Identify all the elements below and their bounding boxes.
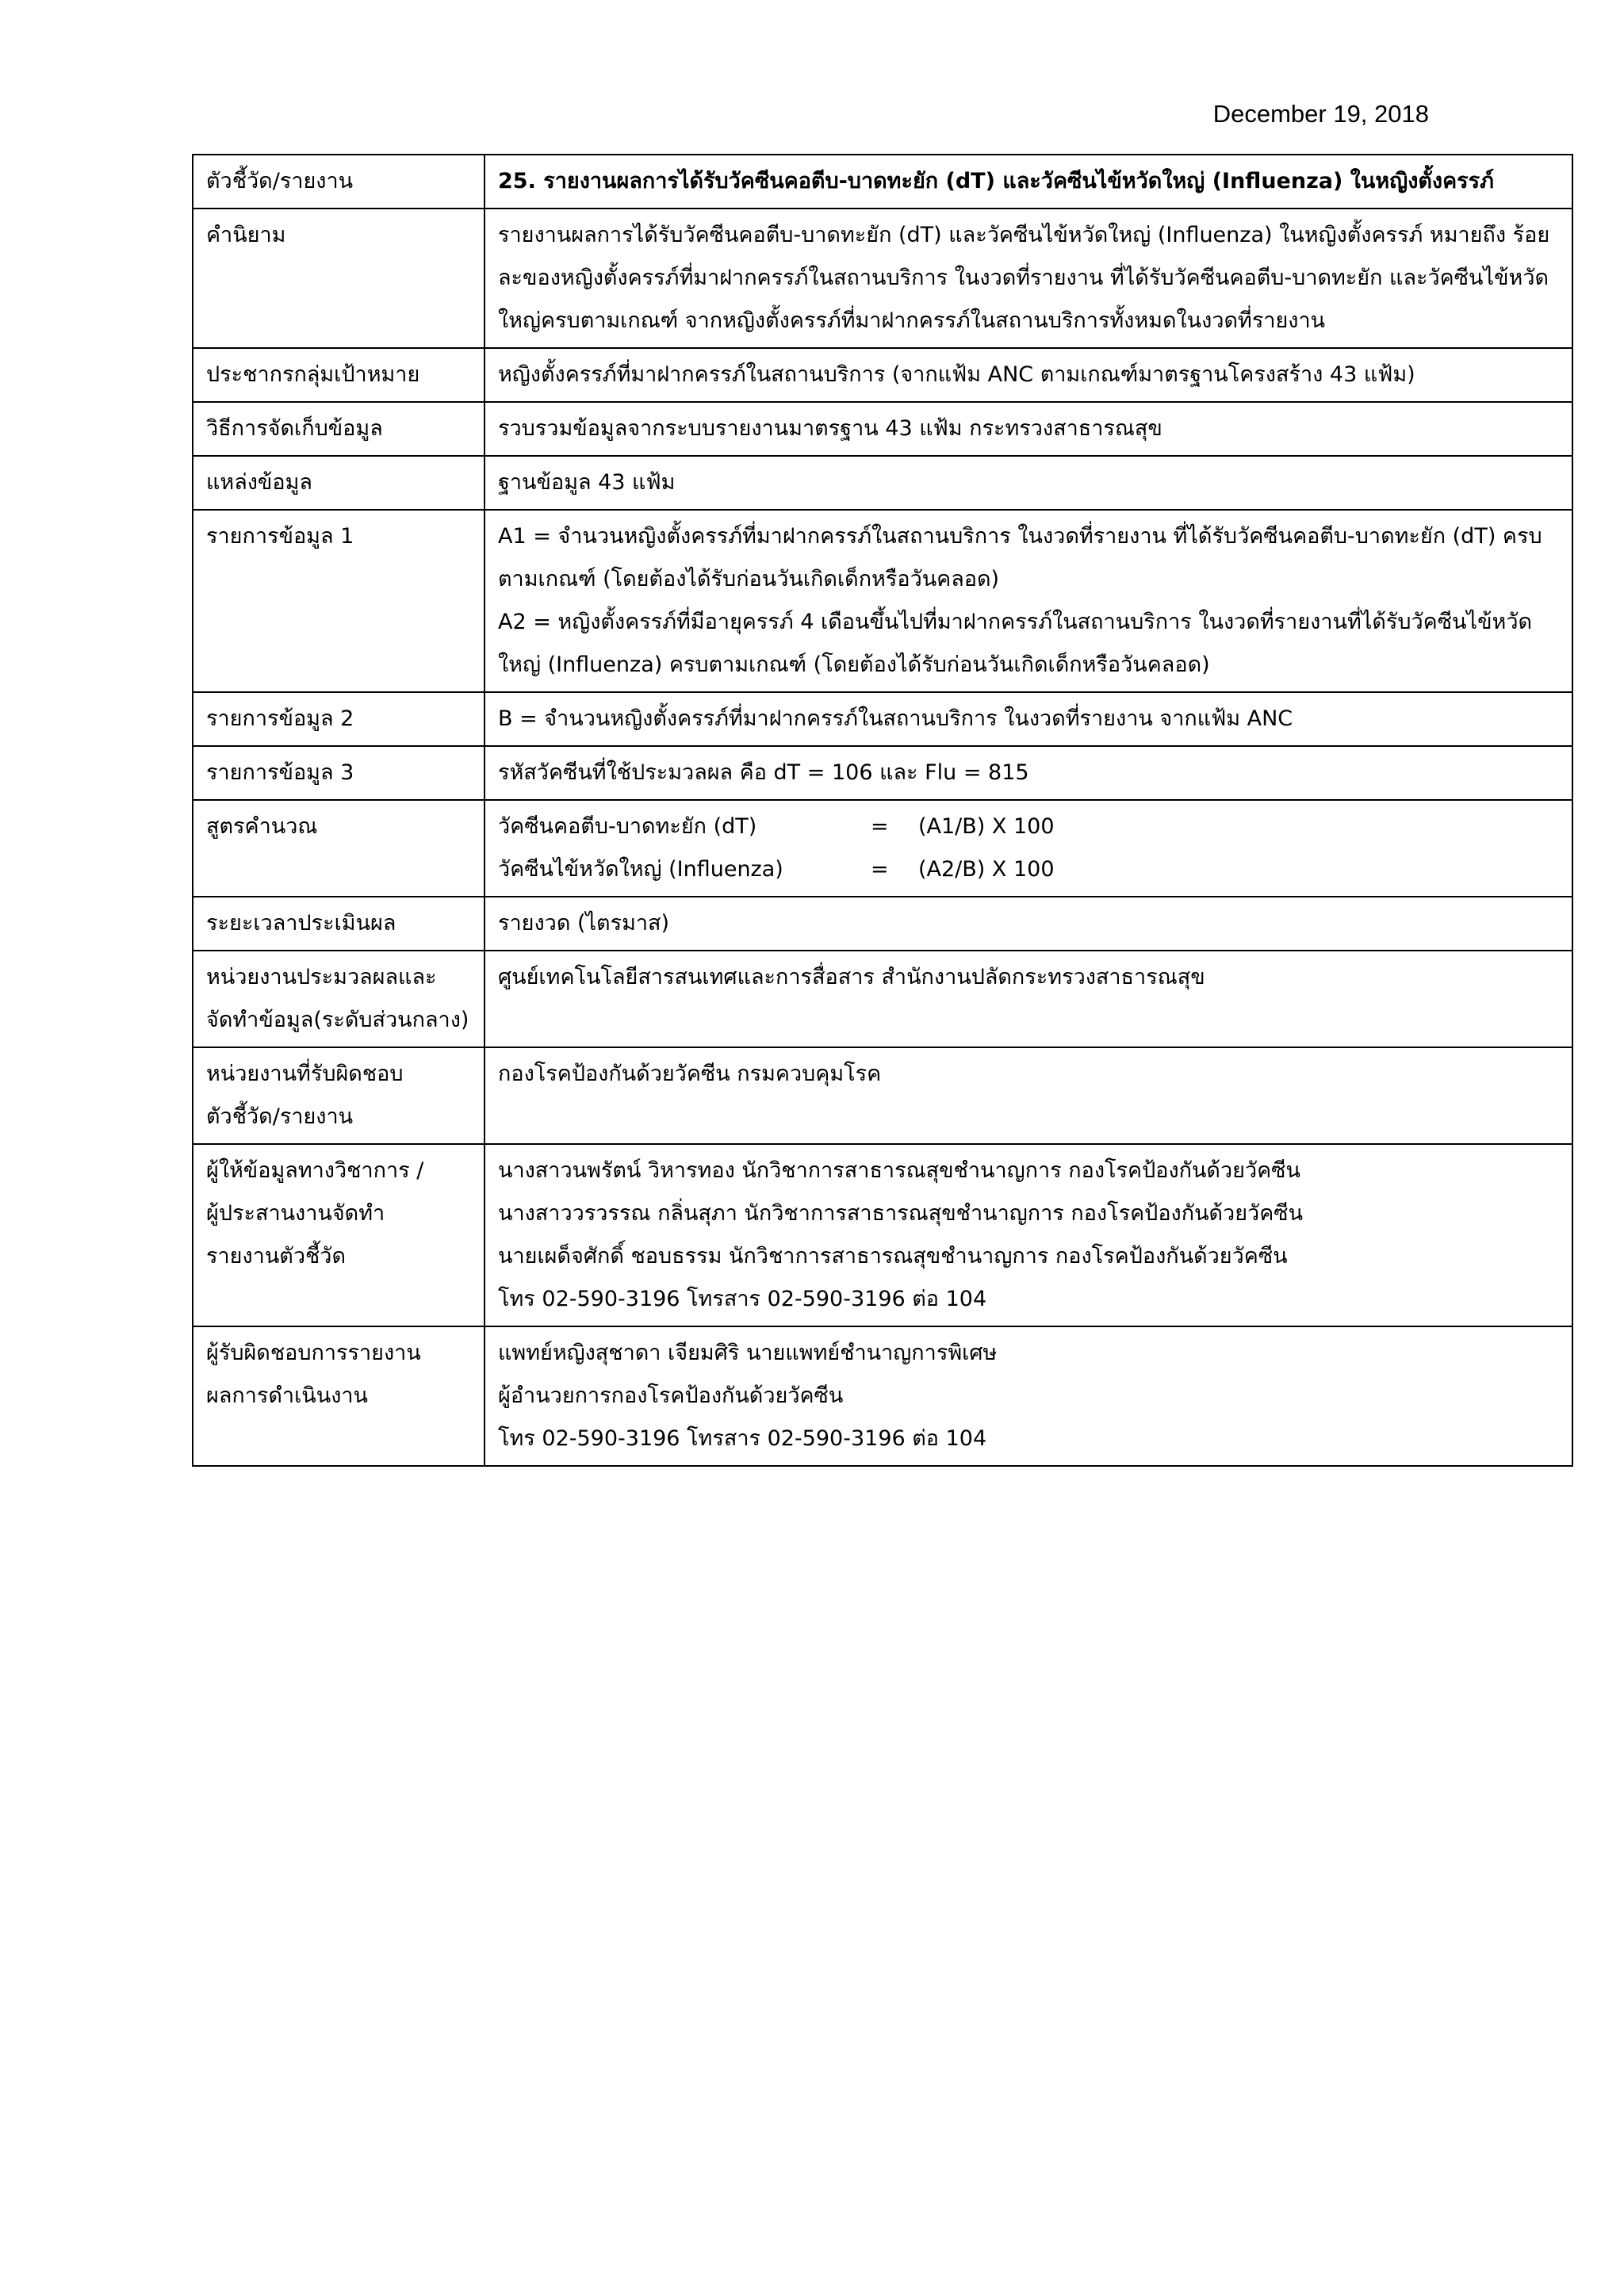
value-cell <box>485 348 1572 402</box>
value-cell <box>485 209 1572 348</box>
label-cell <box>193 746 485 800</box>
formula-expression: (A1/B) X 100 <box>918 814 1055 839</box>
label-cell <box>193 1047 485 1144</box>
row-collection-method <box>193 402 1572 456</box>
formula-equals: = <box>871 814 889 839</box>
label-line: ผู้รับผิดชอบการรายงาน <box>206 1341 421 1365</box>
value-line: กองโรคป้องกันด้วยวัคซีน กรมควบคุมโรค <box>498 1062 882 1086</box>
row-data-item-3 <box>193 746 1572 800</box>
label-cell <box>193 155 485 209</box>
value-cell <box>485 800 1572 897</box>
label-line: รายการข้อมูล 1 <box>206 524 354 549</box>
row-data-item-1 <box>193 510 1572 692</box>
label-cell <box>193 1144 485 1326</box>
label-line: ระยะเวลาประเมินผล <box>206 911 396 936</box>
contact-line: นายเผด็จศักดิ์ ชอบธรรม นักวิชาการสาธารณสุขชำนาญการ กองโรคป้องกันด้วยวัคซีน <box>498 1244 1288 1269</box>
row-evaluation-period <box>193 897 1572 951</box>
data-item-b: B = จำนวนหญิงตั้งครรภ์ที่มาฝากครรภ์ในสถานบริการ ในงวดที่รายงาน จากแฟ้ม ANC <box>498 706 1293 731</box>
formula-influenza <box>498 848 1561 891</box>
value-cell <box>485 456 1572 510</box>
label-line: ผู้ให้ข้อมูลทางวิชาการ / <box>206 1158 424 1183</box>
label-cell <box>193 692 485 746</box>
formula-name: วัคซีนคอตีบ-บาดทะยัก (dT) <box>498 814 757 839</box>
label-cell <box>193 456 485 510</box>
label-line: หน่วยงานประมวลผลและ <box>206 965 437 989</box>
value-cell <box>485 692 1572 746</box>
contact-line: นางสาวนพรัตน์ วิหารทอง นักวิชาการสาธารณสุขชำนาญการ กองโรคป้องกันด้วยวัคซีน <box>498 1158 1300 1183</box>
label-line: หน่วยงานที่รับผิดชอบ <box>206 1062 404 1086</box>
formula-equals: = <box>871 857 889 882</box>
label-line: รายการข้อมูล 3 <box>206 760 354 785</box>
label-line: จัดทำข้อมูล(ระดับส่วนกลาง) <box>206 1008 469 1032</box>
label-cell <box>193 897 485 951</box>
row-formula <box>193 800 1572 897</box>
label-line: ตัวชี้วัด/รายงาน <box>206 169 354 193</box>
label-line: ประชากรกลุ่มเป้าหมาย <box>206 362 420 387</box>
value-line: รวบรวมข้อมูลจากระบบรายงานมาตรฐาน 43 แฟ้ม กระทรวงสาธารณสุข <box>498 416 1162 441</box>
value-cell <box>485 1326 1572 1466</box>
value-line: ศูนย์เทคโนโลยีสารสนเทศและการสื่อสาร สำนักงานปลัดกระทรวงสาธารณสุข <box>498 965 1205 989</box>
definition-text: รายงานผลการได้รับวัคซีนคอตีบ-บาดทะยัก (dT) และวัคซีนไข้หวัดใหญ่ (Influenza) ในหญิงตั้งครรภ์ หมายถึง ร้อยละของหญิงตั้งครรภ์ที่มาฝากครรภ์ในสถานบริการ ในงวดที่รายงาน ที่ได้รับวัคซีนคอตีบ-บาดทะยัก และวัคซีนไข้หวัดใหญ่ครบตามเกณฑ์ จากหญิงตั้งครรภ์ที่มาฝากครรภ์ในสถานบริการทั้งหมดในงวดที่รายงาน <box>498 223 1550 333</box>
row-responsible-unit <box>193 1047 1572 1144</box>
row-technical-contacts <box>193 1144 1572 1326</box>
label-cell <box>193 510 485 692</box>
contact-line: ผู้อำนวยการกองโรคป้องกันด้วยวัคซีน <box>498 1383 844 1408</box>
label-line: สูตรคำนวณ <box>206 814 318 839</box>
label-line: รายงานตัวชี้วัด <box>206 1244 347 1269</box>
contact-phone: โทร 02-590-3196 โทรสาร 02-590-3196 ต่อ 104 <box>498 1287 987 1311</box>
label-cell <box>193 348 485 402</box>
formula-dt <box>498 806 1561 848</box>
contact-phone: โทร 02-590-3196 โทรสาร 02-590-3196 ต่อ 104 <box>498 1426 987 1451</box>
label-line: ผู้ประสานงานจัดทำ <box>206 1201 385 1226</box>
row-indicator <box>193 155 1572 209</box>
value-cell <box>485 402 1572 456</box>
label-line: คำนิยาม <box>206 223 286 247</box>
label-cell <box>193 402 485 456</box>
value-cell <box>485 746 1572 800</box>
value-cell <box>485 155 1572 209</box>
value-cell <box>485 1047 1572 1144</box>
label-line: แหล่งข้อมูล <box>206 470 312 495</box>
formula-name: วัคซีนไข้หวัดใหญ่ (Influenza) <box>498 857 783 882</box>
value-cell <box>485 951 1572 1047</box>
value-cell <box>485 510 1572 692</box>
label-line: ผลการดำเนินงาน <box>206 1383 369 1408</box>
contact-line: นางสาววรวรรณ กลิ่นสุภา นักวิชาการสาธารณสุขชำนาญการ กองโรคป้องกันด้วยวัคซีน <box>498 1201 1304 1226</box>
row-definition <box>193 209 1572 348</box>
vaccine-codes: รหัสวัคซีนที่ใช้ประมวลผล คือ dT = 106 และ Flu = 815 <box>498 760 1029 785</box>
data-item-a2: A2 = หญิงตั้งครรภ์ที่มีอายุครรภ์ 4 เดือนขึ้นไปที่มาฝากครรภ์ในสถานบริการ ในงวดที่รายงานที่ได้รับวัคซีนไข้หวัดใหญ่ (Influenza) ครบตามเกณฑ์ (โดยต้องได้รับก่อนวันเกิดเด็กหรือวันคลอด) <box>498 610 1533 677</box>
row-target-population <box>193 348 1572 402</box>
value-line: รายงวด (ไตรมาส) <box>498 911 670 936</box>
formula-expression: (A2/B) X 100 <box>918 857 1055 882</box>
data-item-a1: A1 = จำนวนหญิงตั้งครรภ์ที่มาฝากครรภ์ในสถานบริการ ในงวดที่รายงาน ที่ได้รับวัคซีนคอตีบ-บาดทะยัก (dT) ครบตามเกณฑ์ (โดยต้องได้รับก่อนวันเกิดเด็กหรือวันคลอด) <box>498 524 1542 591</box>
label-cell <box>193 800 485 897</box>
value-line: ฐานข้อมูล 43 แฟ้ม <box>498 470 676 495</box>
label-cell <box>193 209 485 348</box>
contact-line: แพทย์หญิงสุชาดา เจียมศิริ นายแพทย์ชำนาญการพิเศษ <box>498 1341 998 1365</box>
value-cell <box>485 1144 1572 1326</box>
value-line: หญิงตั้งครรภ์ที่มาฝากครรภ์ในสถานบริการ (จากแฟ้ม ANC ตามเกณฑ์มาตรฐานโครงสร้าง 43 แฟ้ม) <box>498 362 1415 387</box>
value-cell <box>485 897 1572 951</box>
label-line: ตัวชี้วัด/รายงาน <box>206 1104 354 1129</box>
indicator-title: 25. รายงานผลการได้รับวัคซีนคอตีบ-บาดทะยัก (dT) และวัคซีนไข้หวัดใหญ่ (Influenza) ในหญิงตั้งครรภ์ <box>498 169 1494 193</box>
row-data-item-2 <box>193 692 1572 746</box>
document-date: December 19, 2018 <box>1212 100 1429 128</box>
row-data-source <box>193 456 1572 510</box>
label-line: วิธีการจัดเก็บข้อมูล <box>206 416 383 441</box>
row-reporting-responsible <box>193 1326 1572 1466</box>
label-line: รายการข้อมูล 2 <box>206 706 354 731</box>
label-cell <box>193 1326 485 1466</box>
row-processing-unit <box>193 951 1572 1047</box>
label-cell <box>193 951 485 1047</box>
indicator-spec-table <box>192 154 1573 1467</box>
